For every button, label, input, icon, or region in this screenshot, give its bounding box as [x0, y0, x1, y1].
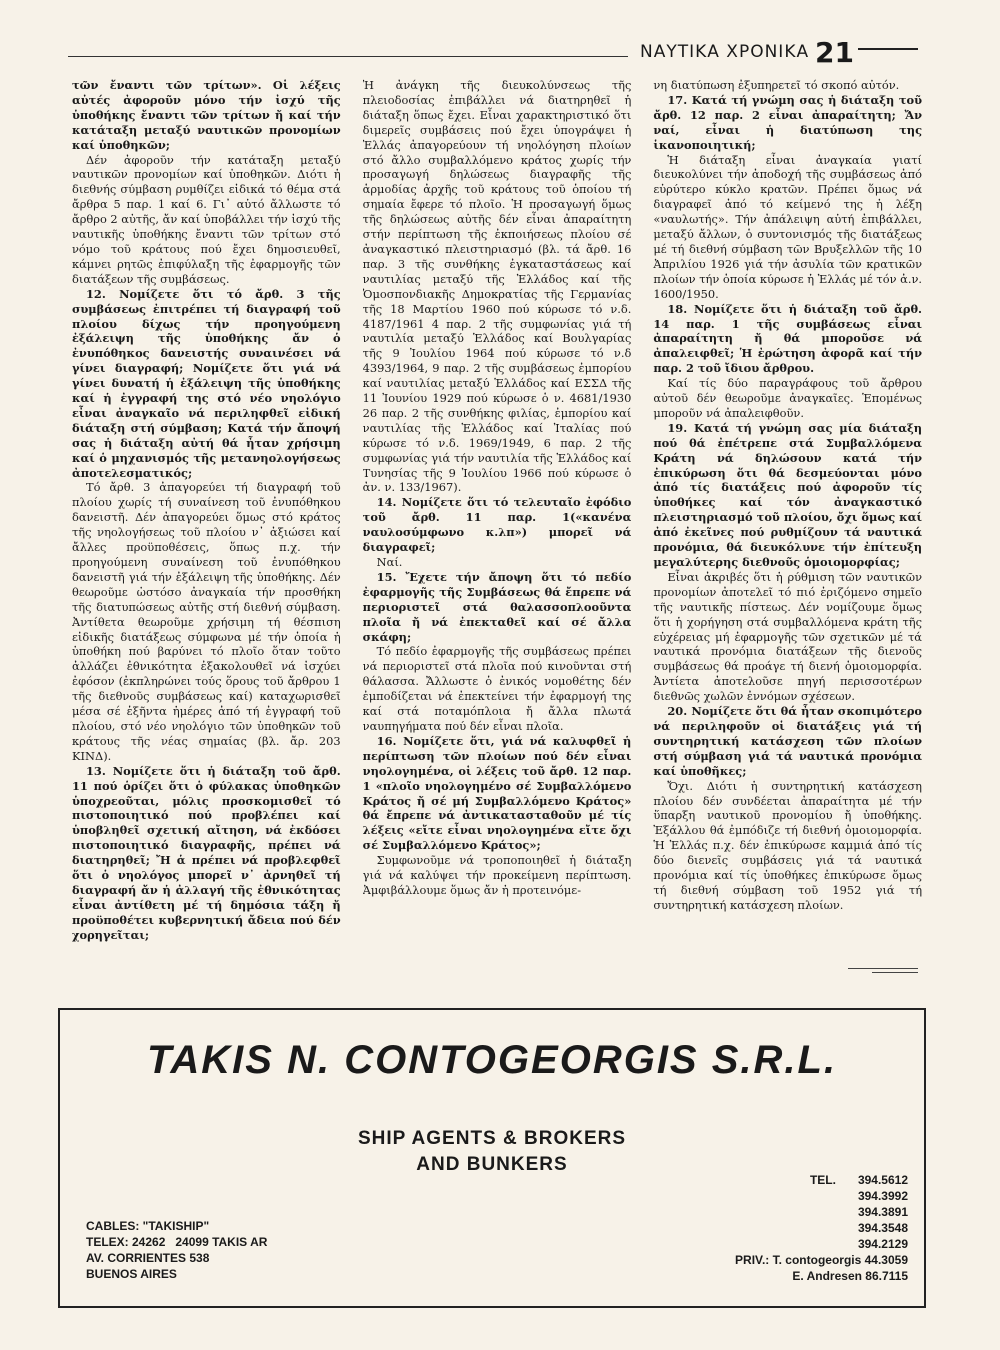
- question-paragraph: 15. Ἔχετε τήν ἄποψη ὅτι τό πεδίο ἐφαρμογῆς τῆς Συμβάσεως θά ἔπρεπε νά περιοριστεῖ στά θαλασσοπλοοῦντα πλοῖα ἤ νά ἐπεκταθεῖ καί σέ ἄλλα σκάφη;: [362, 569, 632, 644]
- ad-tel-label: TEL.: [809, 1173, 836, 1187]
- answer-paragraph: νη διατύπωση ἐξυπηρετεῖ τό σκοπό αὐτόν.: [653, 78, 900, 92]
- question-paragraph: 18. Νομίζετε ὅτι ἡ διάταξη τοῦ ἄρθ. 14 παρ. 1 τῆς συμβάσεως εἶναι ἀπαραίτητη ἤ θά μποροῦσε νά ἀπαλειφθεῖ; Ἡ ἐρώτηση ἀφορᾶ καί τήν παρ. 2 τοῦ ἴδιου ἄρθρου.: [653, 301, 923, 376]
- question-paragraph: 14. Νομίζετε ὅτι τό τελευταῖο ἐφόδιο τοῦ ἄρθ. 11 παρ. 1(«κανένα ναυλοσύμφωνο κ.λπ») μπορεῖ νά διαγραφεῖ;: [362, 495, 632, 555]
- ad-telex: TELEX: 24262 24099 TAKIS AR: [86, 1235, 268, 1249]
- page-header: [0, 36, 1000, 70]
- question-paragraph: 19. Κατά τή γνώμη σας μία διάταξη πού θά ἐπέτρεπε στά Συμβαλλόμενα Κράτη νά δηλώσουν κατά τήν ἐπικύρωση ὅτι θά δεσμεύονται μόνο ἀπό τίς διατάξεις πού ἀφοροῦν τίς ὑποθήκες καί τόν ἀναγκαστικό πλειστηριασμό τοῦ πλοίου, ὄχι ὅμως καί ἀπό ἐκεῖνες πού ρυθμίζουν τά ναυτικά προνόμια, θά διευκόλυνε τήν ἐπίτευξη μεγαλύτερης διεθνοῦς ὁμοιομορφίας;: [653, 420, 923, 569]
- ad-private-phone: PRIV.: T. contogeorgis 44.3059: [735, 1253, 908, 1267]
- column-3: [653, 78, 922, 990]
- page-number: 21: [815, 36, 854, 69]
- answer-paragraph: Δέν ἀφοροῦν τήν κατάταξη μεταξύ ναυτικῶν προνομίων καί ὑποθηκῶν. Διότι ἡ διεθνής σύμβαση ρυμθίζει εἰδικά τό θέμα στά ἄρθρα 5 παρ. 1 καί 6. Γι᾿ αὐτό ἄλλωστε τό ἄρθρο 2 αὐτῆς, ἄν καί ὑποβάλλει τήν ἰσχύ τῆς ναυτικῆς ὑποθήκης ἔναντι τῶν τρίτων στό νόμο τοῦ κράτους πού ἔχει δημοσιευθεῖ, κάμνει ρητῶς ἐπιφύλαξη τῆς ἐφαρμογῆς τῶν διατάξεων τῆς συμβάσεως.: [72, 152, 341, 286]
- answer-paragraph: Ὄχι. Διότι ἡ συντηρητική κατάσχεση πλοίου δέν συνδέεται ἀπαραίτητα μέ τήν ὕπαρξη ναυτικοῦ προνομίου ἤ ὑποθήκης. Ἐξάλλου θά ἐμπόδιζε τή διεθνή ὁμοιομορφία. Ἡ Ἑλλάς π.χ. δέν ἐπικύρωσε καμμιά ἀπό τίς δύο διενεῖς συμβάσεις γιά τά ναυτικά προνόμια καί τίς ὑποθήκες ἐπικύρωσε ὅμως τή διεθνή σύμβαση τοῦ 1952 γιά τή συντηρητική κατάσχεση πλοίων.: [653, 778, 923, 912]
- ad-cables: CABLES: "TAKISHIP": [86, 1219, 210, 1233]
- advertisement: [58, 1008, 926, 1308]
- ad-subtitle-line2: AND BUNKERS: [416, 1154, 568, 1175]
- answer-paragraph: Ἡ διάταξη εἶναι ἀναγκαία γιατί διευκολύνει τήν ἀποδοχή τῆς συμβάσεως ἀπό εὐρύτερο κύκλο κρατῶν. Πρέπει ὅμως νά διαγραφεῖ ἀπό τό κείμενό της ἡ λέξη «ναυλωτής». Τήν ἀπάλειψη αὐτή ἐπιβάλλει, μεταξύ ἄλλων, ὁ συντονισμός τῆς διατάξεως μέ τή διεθνή σύμβαση τῶν Βρυξελλῶν τῆς 10 Ἀπριλίου 1926 γιά τήν ἀσυλία τῶν κρατικῶν πλοίων τήν ὁποία κύρωσε ἡ Ἑλλάς μέ τόν ἀ.ν. 1600/1950.: [653, 152, 923, 301]
- ad-subtitle-line1: SHIP AGENTS & BROKERS: [357, 1128, 627, 1149]
- answer-paragraph: Τό ἄρθ. 3 ἀπαγορεύει τή διαγραφή τοῦ πλοίου χωρίς τή συναίνεση τοῦ ἐνυπόθηκου δανειστῆ. Δέν ἀπαγορεύει ὅμως στό κράτος τῆς νηολογήσεως τοῦ πλοίου ν᾿ ἀξιώσει καί ἄλλες προϋποθέσεις, ὅπως π.χ. τήν προηγούμενη συναίνεση τοῦ ἐνυπόθηκου δανειστῆ γιά τήν ἐξάλειψη τῆς ὑποθήκης. Δέν θεωροῦμε ὡστόσο ἀναγκαία τήν προσθήκη τῆς διατυπώσεως αὐτῆς στή διεθνή σύμβαση. Ἀντίθετα θεωροῦμε χρήσιμη τή θέσπιση εἰδικῆς διατάξεως σύμφωνα μέ τήν ὁποία ἡ ὑποθήκη πού βαρύνει τό πλοῖο ὅταν τοῦτο ἀλλάζει ἐθνικότητα ἐξακολουθεῖ νά ἰσχύει ἐφόσον (ἐκπληρώνει τούς ὅρους τοῦ ἄρθρου 1 τῆς διεθνοῦς συμβάσεως καί) καταχωρισθεῖ μέσα σέ ἑξῆντα ἡμέρες ἀπό τή ἐγγραφή τοῦ πλοίου, στό νέο νηολόγιο τῶν ὑποθηκῶν τοῦ κράτους τῆς νέας σημαίας (βλ. ἄρ. 203 ΚΙΝΔ).: [72, 480, 341, 763]
- ad-address: AV. CORRIENTES 538: [86, 1251, 210, 1265]
- article-body: [72, 78, 922, 990]
- ad-phone: 394.3992: [857, 1189, 908, 1203]
- question-paragraph: 12. Νομίζετε ὅτι τό ἄρθ. 3 τῆς συμβάσεως ἐπιτρέπει τή διαγραφή τοῦ πλοίου δίχως τήν προηγούμενη ἐξάλειψη τῆς ὑποθήκης ἄν ὁ ἐνυπόθηκος δανειστής συναινέσει νά γίνει διαγραφή; Νομίζετε ὅτι γιά νά γίνει δυνατή ἡ ἐξάλειψη τῆς ὑποθήκης καί ἡ ἐγγραφή της στό νέο νηολόγιο εἶναι ἀναγκαῖο νά περιληφθεῖ εἰδική διάταξη στή σύμβαση; Κατά τήν ἄποψή σας ἡ διάταξη αὐτή θά ἦταν χρήσιμη καί ὁ μηχανισμός τῆς μετανηολογήσεως ἀποτελεσματικός;: [72, 286, 341, 480]
- header-rule-left: [68, 56, 628, 57]
- ad-tel-row: [670, 1172, 908, 1188]
- header-rule-right: [858, 48, 918, 50]
- question-paragraph: 20. Νομίζετε ὅτι θά ἦταν σκοπιμότερο νά περιληφοῦν οἱ διατάξεις γιά τή συντηρητική κατάσχεση τῶν πλοίων στή σύμβαση γιά τά ναυτικά προνόμια καί ὑποθῆκες;: [653, 704, 923, 778]
- ad-andresen-phone: E. Andresen 86.7115: [792, 1269, 908, 1283]
- end-mark-short: [872, 972, 918, 973]
- question-paragraph: 17. Κατά τή γνώμη σας ἡ διάταξη τοῦ ἄρθ. 12 παρ. 2 εἶναι ἀπαραίτητη; Ἄν ναί, εἶναι ἡ διατύπωση της ἱκανοποιητική;: [653, 92, 923, 152]
- question-paragraph: 13. Νομίζετε ὅτι ἡ διάταξη τοῦ ἄρθ. 11 πού ὁρίζει ὅτι ὁ φύλακας ὑποθηκῶν ὑποχρεοῦται, μόλις προσκομισθεῖ τό πιστοποιητικό πού προβλέπει καί ὑποβληθεῖ σχετική αἴτηση, νά ἐκδόσει πιστοποιητικό διαγραφῆς, πρέπει νά διατηρηθεῖ; Ἤ ἁ πρέπει νά προβλεφθεῖ ὅτι ὁ νηολόγος μπορεῖ ν᾿ ἀρνηθεῖ τή διαγραφή ἄν ἡ ἀλλαγή τῆς ἐθνικότητας εἶναι ἀντίθετη μέ τή δημόσια τάξη ἤ προϋποθέτει κυβερνητική ἄδεια πού δέν χορηγεῖται;: [72, 763, 341, 942]
- question-paragraph: 16. Νομίζετε ὅτι, γιά νά καλυφθεῖ ἡ περίπτωση τῶν πλοίων πού δέν εἶναι νηολογημένα, οἱ λέξεις τοῦ ἄρθ. 12 παρ. 1 «πλοῖο νηολογημένο σέ Συμβαλλόμενο Κράτος ἤ σέ μή Συμβαλλόμενο Κράτος» θά ἔπρεπε νά ἀντικατασταθοῦν μέ τίς λέξεις «εἴτε εἶναι νηολογημένα εἴτε ὄχι σέ Συμβαλλόμενο Κράτος»;: [362, 733, 632, 853]
- column-2: [363, 78, 632, 990]
- magazine-title: ΝΑΥΤΙΚΑ ΧΡΟΝΙΚΑ: [640, 42, 810, 62]
- answer-paragraph: Ἡ ἀνάγκη τῆς διευκολύνσεως τῆς πλειοδοσίας ἐπιβάλλει νά διατηρηθεῖ ἡ διάταξη ὅπως ἔχει. Εἶναι χαρακτηριστικό ὅτι διμερεῖς συμβάσεις πού ἔχει ὑπογράψει ἡ Ἑλλάς ἀπαγορεύουν τή νηολόγηση πλοίων στό ἄλλο συμβαλλόμενο κράτος χωρίς τήν προσαγωγή δηλώσεως διαγραφῆς τῆς ἁρμοδίας ἀρχῆς τοῦ κράτους τοῦ ὁποίου τή σημαία ἔφερε τό πλοῖο. Ἡ προσαγωγή ὅμως τῆς δηλώσεως αὐτῆς δέν εἶναι ἀπαραίτητη στήν περίπτωση τῆς ἐκποιήσεως πλοίου σέ ἀναγκαστικό πλειστηριασμό (βλ. τά ἄρθ. 16 παρ. 3 τῆς συνθήκης ἐγκαταστάσεως καί ναυτιλίας μεταξύ τῆς Ἑλλάδος καί τῆς Ὁμοσπονδιακῆς Δημοκρατίας τῆς Γερμανίας τῆς 18 Μαρτίου 1960 πού κύρωσε τό ν.δ. 4187/1961 4 παρ. 2 τῆς συμφωνίας γιά τή ναυτιλία μεταξύ Ἑλλάδος καί Βουλγαρίας τῆς 9 Ἰουλίου 1964 πού κύρωσε τό ν.δ 4393/1964, 9 παρ. 2 τῆς συμβάσεως ἐμπορίου καί ναυτιλίας μεταξύ Ἑλλάδος καί ΕΣΣΔ τῆς 11 Ἰουνίου 1929 πού κύρωσε ὁ ν. 4681/1930 26 παρ. 2 τῆς συνθήκης φιλίας, ἐμπορίου καί ναυτιλίας τῆς Ἑλλάδος καί Ἰταλίας πού κύρωσε τό ν.δ. 1969/1949, 6 παρ. 2 τῆς συμφωνίας γιά τήν ναυτιλία τῆς Ἑλλάδος καί Τυνησίας τῆς 9 Ἰουλίου 1966 πού κύρωσε ὁ ἀν. ν. 133/1967).: [362, 78, 632, 495]
- column-1: [72, 78, 341, 990]
- ad-phone: 394.2129: [857, 1237, 908, 1251]
- ad-phone: 394.3891: [857, 1205, 908, 1219]
- end-mark: [848, 968, 918, 969]
- answer-paragraph: Εἶναι ἀκριβές ὅτι ἡ ρύθμιση τῶν ναυτικῶν προνομίων ἀποτελεῖ τό πιό ἐριζόμενο σημεῖο τῆς ναυτικῆς πίστεως. Δέν νομίζουμε ὅμως ὅτι ἡ χορήγηση στά συμβαλλόμενα κράτη τῆς εὐχέρειας μή ἐφαρμογῆς τῶν σχετικῶν μέ τά ναυτικά προνόμια διατάξεων τῆς διενοῦς συμβάσεως θά προάγε τή διενή ὁμοιομορφία. Ἀντίετα ἀποτελοῦσε πηγή περισσοτέρων διεθνῶς χωλῶν ἐννόμων σχέσεων.: [653, 569, 923, 704]
- answer-paragraph: Καί τίς δύο παραγράφους τοῦ ἄρθρου αὐτοῦ δέν θεωροῦμε ἀναγκαῖες. Ἑπομένως μποροῦν νά ἀπαλειφθοῦν.: [653, 376, 923, 420]
- ad-contact-block: [86, 1218, 267, 1282]
- answer-paragraph: Συμφωνοῦμε νά τροποποιηθεῖ ἡ διάταξη γιά νά καλύψει τήν προκείμενη περίπτωση. Ἀμφιβάλλουμε ὅμως ἄν ἡ προτεινόμε-: [362, 853, 632, 897]
- ad-phone: 394.3548: [857, 1221, 908, 1235]
- ad-phone: 394.5612: [857, 1173, 908, 1187]
- ad-company-name: TAKIS N. CONTOGEORGIS S.R.L.: [146, 1038, 838, 1082]
- question-paragraph: τῶν ἔναντι τῶν τρίτων». Οἱ λέξεις αὐτές ἀφοροῦν μόνο τήν ἰσχύ τῆς ὑποθήκης ἔναντι τῶν τρίτων ἤ καί τήν κατάταξη μεταξύ ναυτικῶν προνομίων καί ὑποθηκῶν;: [72, 78, 341, 152]
- answer-paragraph: Τό πεδίο ἐφαρμογῆς τῆς συμβάσεως πρέπει νά περιοριστεῖ στά πλοῖα πού κινοῦνται στή θάλασσα. Ἄλλωστε ὁ ἐνικός νομοθέτης δέν ἐμποδίζεται νά ἐπεκτείνει τήν ἐφαρμογή της καί στά ποταμόπλοια ἤ ἄλλα πλωτά ναυπηγήματα πού δέν εἶναι πλοῖα.: [362, 644, 632, 733]
- ad-city: BUENOS AIRES: [86, 1267, 177, 1281]
- answer-paragraph: Ναί.: [376, 555, 403, 569]
- ad-phone-block: [670, 1172, 908, 1284]
